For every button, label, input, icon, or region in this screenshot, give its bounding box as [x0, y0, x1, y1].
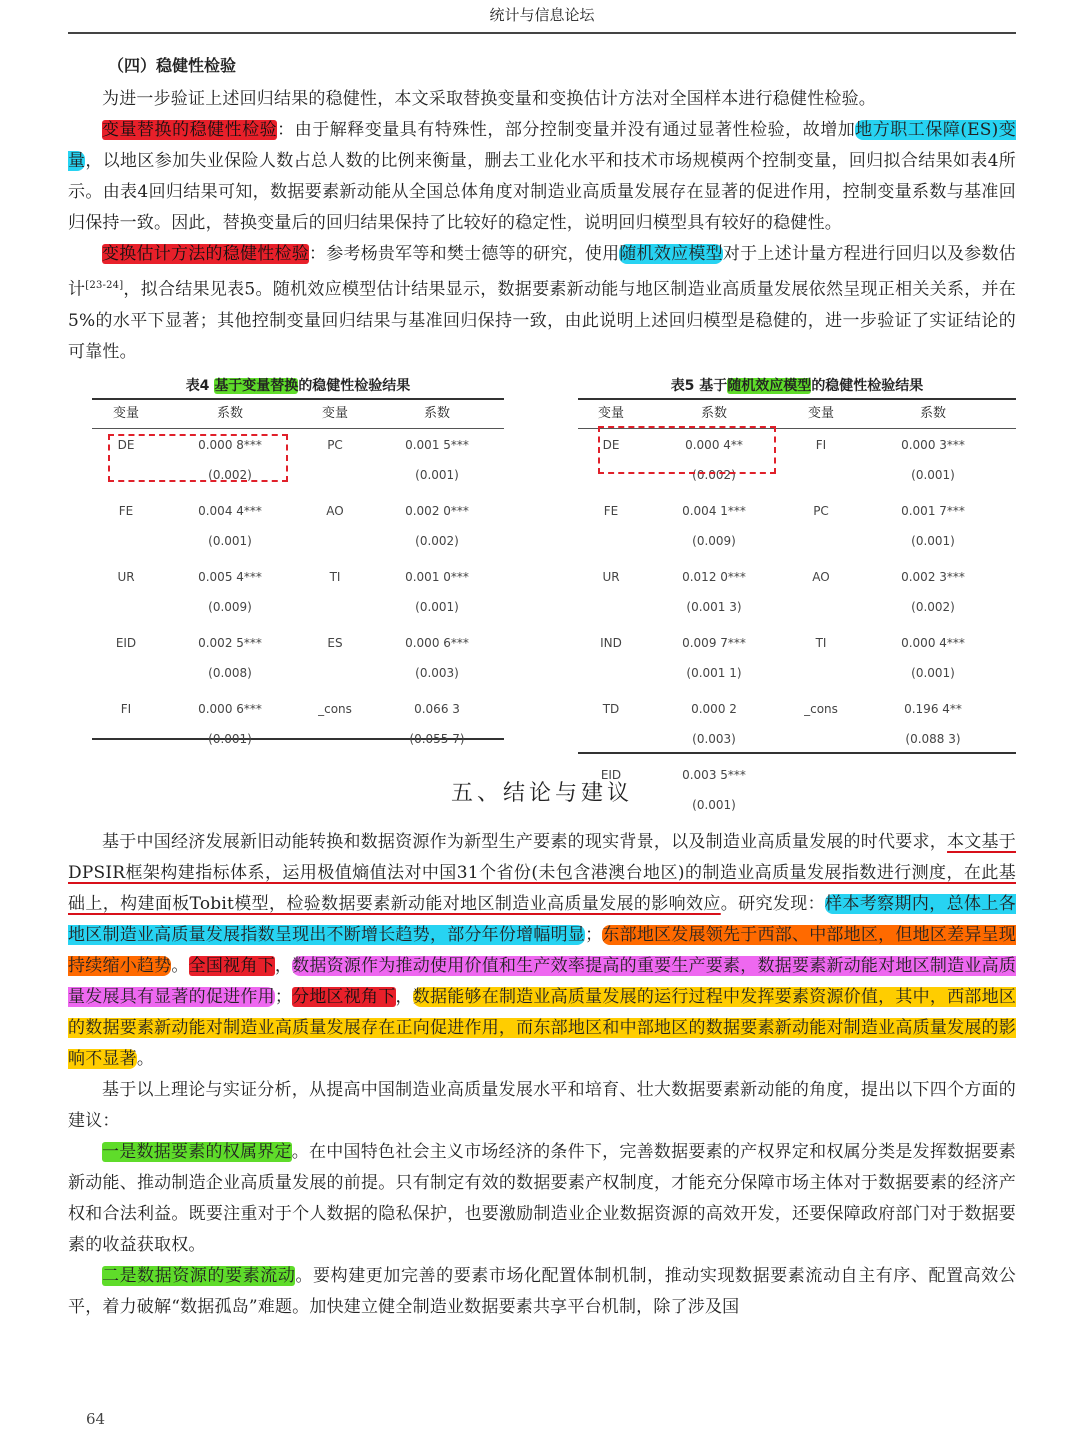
paragraph: 一是数据要素的权属界定。在中国特色社会主义市场经济的条件下，完善数据要素的产权界定和权属分类是发挥数据要素新动能、推动制造企业高质量发展的前提。只有制定有效的数据要素产权制度，才能充分保障市场主体对于数据要素的经济产权和合法利益。既要注重对于个人数据的隐私保护，也要激励制造业企业数据资源的高效开发，还要保障政府部门对于数据要素的收益获取权。	[68, 1141, 1017, 1255]
table-row	[578, 627, 1016, 693]
table-5	[578, 374, 1016, 812]
variable-cell: IND	[600, 635, 622, 650]
highlight-cyan: 样本考察期内，总体上各地区制造业高质量发展指数呈现出不断增长趋势，部分年份增幅明显	[68, 893, 1016, 945]
table-header-row: 变量 系数 变量 系数	[578, 400, 1016, 429]
coefficient-cell: 0.000 4***	[901, 635, 965, 650]
std-error-cell: (0.001)	[208, 533, 252, 548]
paragraph: 为进一步验证上述回归结果的稳健性，本文采取替换变量和变换估计方法对全国样本进行稳健性检验。	[102, 89, 876, 109]
variable-cell: DE	[602, 437, 620, 452]
table-row	[578, 759, 1016, 825]
running-header	[68, 0, 1016, 34]
variable-cell: PC	[327, 437, 343, 452]
coefficient-cell	[858, 759, 1008, 792]
variable-cell: TD	[602, 701, 620, 716]
highlight-green: 二是数据资源的要素流动	[102, 1265, 296, 1286]
highlight-green: 一是数据要素的权属界定	[102, 1141, 292, 1162]
page-number: 64	[86, 1410, 106, 1428]
variable-cell: _cons	[804, 701, 838, 716]
highlight-green: 基于变量替换	[214, 377, 299, 394]
highlight-green: 随机效应模型	[727, 377, 812, 394]
highlight-red: 全国视角下	[188, 955, 275, 976]
coefficient-cell: 0.066 3	[414, 701, 460, 716]
std-error-cell: (0.002)	[911, 599, 955, 614]
page-body	[68, 52, 1016, 1323]
variable-cell	[784, 759, 858, 792]
coefficient-cell: 0.196 4**	[904, 701, 962, 716]
paragraph: 变换估计方法的稳健性检验：参考杨贵军等和樊士德等的研究，使用随机效应模型对于上述计量方程进行回归以及参数估计[23-24]，拟合结果见表5。随机效应模型估计结果显示，数据要素新动能与地区制造业高质量发展依然呈现正相关关系，并在5%的水平下显著；其他控制变量回归结果与基准回归保持一致，由此说明上述回归模型是稳健的，进一步验证了实证结论的可靠性。	[68, 244, 1017, 362]
table-row	[92, 495, 504, 561]
highlight-orange: 东部地区发展领先于西部、中部地区，但地区差异呈现持续缩小趋势	[68, 924, 1016, 976]
underline-red: 本文基于DPSIR框架构建指标体系，运用极值熵值法对中国31个省份(未包含港澳台地区)的制造业高质量发展指数进行测度，在此基础上，构建面板Tobit模型，检验数据要素新动能对地区制造业高质量发展的影响效应	[68, 831, 1016, 914]
paragraph: 二是数据资源的要素流动。要构建更加完善的要素市场化配置体制机制，推动实现数据要素流动自主有序、配置高效公平，着力破解“数据孤岛”难题。加快建立健全制造业数据要素共享平台机制，除了涉及国	[68, 1265, 1017, 1317]
variable-cell: TI	[329, 569, 341, 584]
section-title: 五、结论与建议	[450, 780, 633, 806]
coefficient-cell: 0.002 3***	[901, 569, 965, 584]
variable-cell: EID	[115, 635, 137, 650]
coefficient-cell: 0.004 4***	[198, 503, 262, 518]
table-grid	[92, 398, 504, 746]
coefficient-cell: 0.000 3***	[901, 437, 965, 452]
coefficient-cell: 0.000 6***	[405, 635, 469, 650]
highlight-red: 变换估计方法的稳健性检验	[102, 244, 309, 264]
paragraph: 基于以上理论与实证分析，从提高中国制造业高质量发展水平和培育、壮大数据要素新动能的角度，提出以下四个方面的建议：	[68, 1079, 1016, 1131]
std-error-cell: (0.001)	[692, 797, 736, 812]
std-error-cell: (0.001)	[415, 467, 459, 482]
paragraph: 变量替换的稳健性检验：由于解释变量具有特殊性，部分控制变量并没有通过显著性检验，故增加地方职工保障(ES)变量，以地区参加失业保险人数占总人数的比例来衡量，删去工业化水平和技术市场规模两个控制变量，回归拟合结果如表4所示。由表4回归结果可知，数据要素新动能从全国总体角度对制造业高质量发展存在显著的促进作用，控制变量系数与基准回归保持一致。因此，替换变量后的回归结果保持了比较好的稳定性，说明回归模型具有较好的稳健性。	[68, 120, 1016, 233]
table-grid	[578, 398, 1016, 812]
std-error-cell: (0.003)	[692, 731, 736, 746]
highlight-red: 变量替换的稳健性检验	[102, 120, 278, 140]
table-row	[578, 561, 1016, 627]
table-caption: 表4 基于变量替换的稳健性检验结果	[185, 377, 411, 394]
table-row	[578, 495, 1016, 561]
table-row	[92, 693, 504, 759]
table-row	[578, 693, 1016, 759]
coefficient-cell: 0.001 7***	[901, 503, 965, 518]
highlight-cyan: 地方职工保障(ES)变量	[68, 120, 1016, 171]
table-row	[92, 561, 504, 627]
variable-cell: FI	[815, 437, 827, 452]
table-row	[92, 627, 504, 693]
std-error-cell: (0.001)	[208, 731, 252, 746]
table-header-row: 变量 系数 变量 系数	[92, 400, 504, 429]
variable-cell: ES	[327, 635, 343, 650]
annotation-box	[598, 426, 776, 474]
std-error-cell: (0.009)	[692, 533, 736, 548]
variable-cell: EID	[600, 767, 622, 782]
section-heading: （四）稳健性检验	[108, 56, 237, 75]
std-error-cell: (0.001)	[911, 467, 955, 482]
variable-cell: AO	[812, 569, 830, 584]
variable-cell: UR	[117, 569, 135, 584]
std-error-cell: (0.002)	[692, 467, 736, 482]
std-error-cell: (0.009)	[208, 599, 252, 614]
coefficient-cell: 0.000 6***	[198, 701, 262, 716]
variable-cell: DE	[117, 437, 135, 452]
table-caption: 表5 基于随机效应模型的稳健性检验结果	[670, 377, 924, 394]
coefficient-cell: 0.009 7***	[682, 635, 746, 650]
variable-cell: _cons	[318, 701, 352, 716]
std-error-cell: (0.008)	[208, 665, 252, 680]
std-error-cell: (0.002)	[415, 533, 459, 548]
std-error-cell: (0.002)	[208, 467, 252, 482]
coefficient-cell: 0.000 2	[691, 701, 737, 716]
variable-cell: FI	[120, 701, 132, 716]
variable-cell: TI	[815, 635, 827, 650]
coefficient-cell: 0.004 1***	[682, 503, 746, 518]
coefficient-cell: 0.001 5***	[405, 437, 469, 452]
variable-cell: FE	[118, 503, 134, 518]
coefficient-cell: 0.000 4**	[685, 437, 743, 452]
coefficient-cell: 0.000 8***	[198, 437, 262, 452]
std-error-cell: (0.001)	[911, 533, 955, 548]
variable-cell: FE	[603, 503, 619, 518]
highlight-red: 分地区视角下	[292, 986, 396, 1007]
highlight-yellow: 数据能够在制造业高质量发展的运行过程中发挥要素资源价值，其中，西部地区的数据要素新动能对制造业高质量发展存在正向促进作用，而东部地区和中部地区的数据要素新动能对制造业高质量发展的影响不显著	[68, 986, 1017, 1069]
coefficient-cell: 0.002 0***	[405, 503, 469, 518]
coefficient-cell: 0.012 0***	[682, 569, 746, 584]
std-error-cell: (0.001 1)	[686, 665, 742, 680]
annotation-box	[108, 434, 288, 482]
highlight-pink: 数据资源作为推动使用价值和生产效率提高的重要生产要素，数据要素新动能对地区制造业高质量发展具有显著的促进作用	[68, 955, 1017, 1007]
std-error-cell: (0.001)	[911, 665, 955, 680]
paragraph: 基于中国经济发展新旧动能转换和数据资源作为新型生产要素的现实背景，以及制造业高质量发展的时代要求，本文基于DPSIR框架构建指标体系，运用极值熵值法对中国31个省份(未包含港澳台地区)的制造业高质量发展指数进行测度，在此基础上，构建面板Tobit模型，检验数据要素新动能对地区制造业高质量发展的影响效应。研究发现：样本考察期内，总体上各地区制造业高质量发展指数呈现出不断增长趋势，部分年份增幅明显；东部地区发展领先于西部、中部地区，但地区差异呈现持续缩小趋势。全国视角下，数据资源作为推动使用价值和生产效率提高的重要生产要素，数据要素新动能对地区制造业高质量发展具有显著的促进作用；分地区视角下，数据能够在制造业高质量发展的运行过程中发挥要素资源价值，其中，西部地区的数据要素新动能对制造业高质量发展存在正向促进作用，而东部地区和中部地区的数据要素新动能对制造业高质量发展的影响不显著。	[68, 831, 1017, 1069]
std-error-cell: (0.001)	[415, 599, 459, 614]
std-error-cell: (0.055 7)	[409, 731, 465, 746]
coefficient-cell: 0.003 5***	[682, 767, 746, 782]
std-error-cell: (0.001 3)	[686, 599, 742, 614]
coefficient-cell: 0.005 4***	[198, 569, 262, 584]
table-4	[92, 374, 504, 746]
table-body	[578, 429, 1016, 825]
variable-cell: PC	[813, 503, 829, 518]
journal-title: 统计与信息论坛	[489, 6, 595, 24]
std-error-cell	[858, 792, 1008, 825]
coefficient-cell: 0.001 0***	[405, 569, 469, 584]
citation: [23-24]	[85, 280, 124, 291]
variable-cell: UR	[602, 569, 620, 584]
variable-cell: AO	[326, 503, 344, 518]
highlight-cyan: 随机效应模型	[619, 244, 723, 264]
coefficient-cell: 0.002 5***	[198, 635, 262, 650]
std-error-cell: (0.088 3)	[905, 731, 961, 746]
std-error-cell: (0.003)	[415, 665, 459, 680]
